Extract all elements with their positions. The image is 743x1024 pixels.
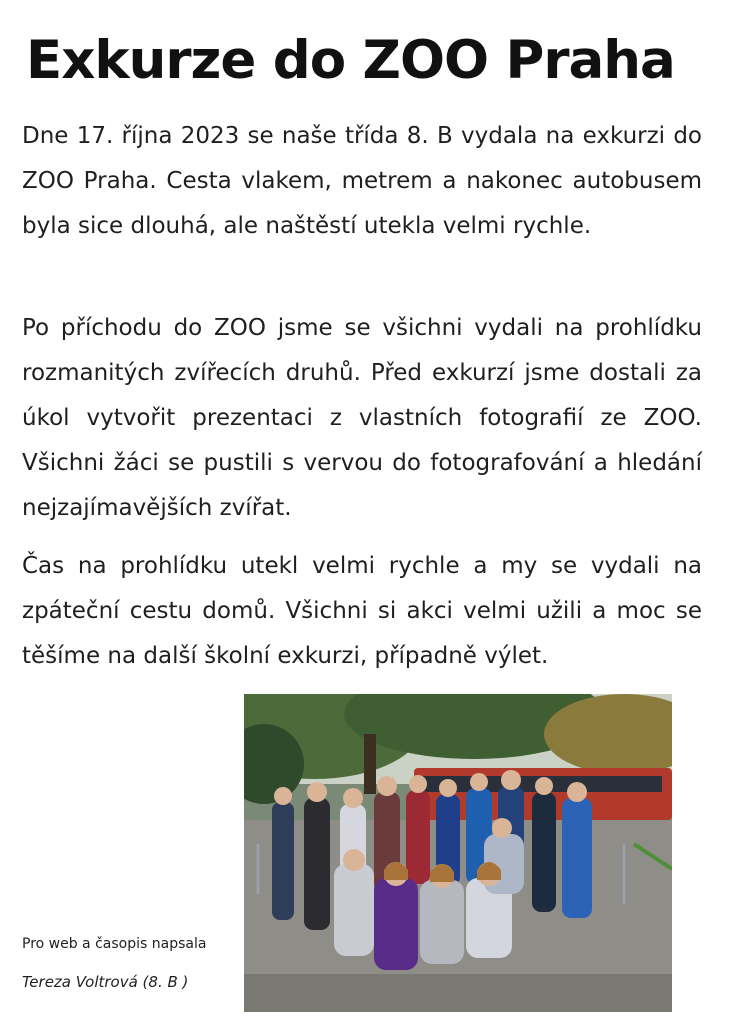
- article-paragraph-3: Čas na prohlídku utekl velmi rychle a my se vydali na zpáteční cestu domů. Všichni si akci velmi užili a moc se těšíme na další školní exkurzi, případně výlet.: [22, 553, 702, 669]
- group-photo: [244, 694, 672, 1012]
- article-paragraph-1: Dne 17. října 2023 se naše třída 8. B vydala na exkurzi do ZOO Praha. Cesta vlakem, metrem a nakonec autobusem byla sice dlouhá, ale naštěstí utekla velmi rychle.: [22, 123, 702, 239]
- article-paragraph-2: Po příchodu do ZOO jsme se všichni vydali na prohlídku rozmanitých zvířecích druhů. Před exkurzí jsme dostali za úkol vytvořit prezentaci z vlastních fotografií ze ZOO. Všichni žáci se pustili s vervou do fotografování a hledání nejzajímavějších zvířat.: [22, 315, 702, 521]
- group-photo-illustration: [244, 694, 672, 1012]
- author-credit-label: Pro web a časopis napsala: [22, 936, 207, 952]
- article-title: Exkurze do ZOO Praha: [26, 30, 675, 91]
- author-credit-name: Tereza Voltrová (8. B ): [22, 973, 189, 991]
